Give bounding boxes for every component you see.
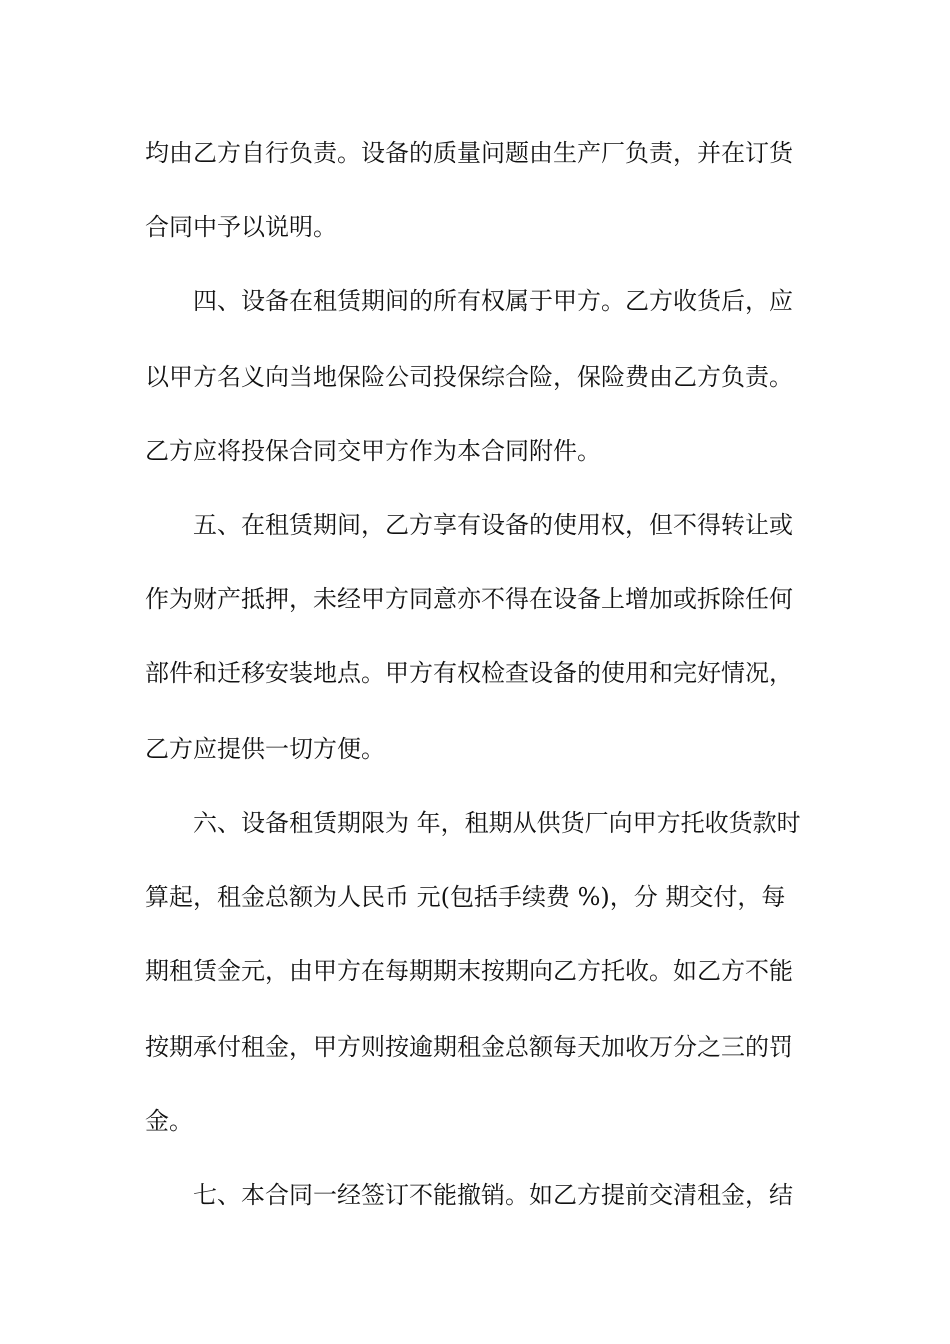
text-line: 均由乙方自行负责。设备的质量问题由生产厂负责，并在订货 [145,139,793,167]
text-line: 七、本合同一经签订不能撤销。如乙方提前交清租金，结 [145,1181,793,1209]
text-line: 六、设备租赁期限为 年，租期从供货厂向甲方托收货款时 [145,809,801,837]
text-line: 金。 [145,1107,193,1135]
text-line: 四、设备在租赁期间的所有权属于甲方。乙方收货后，应 [145,287,793,315]
text-line: 期租赁金元，由甲方在每期期末按期向乙方托收。如乙方不能 [145,957,793,985]
text-line: 作为财产抵押，未经甲方同意亦不得在设备上增加或拆除任何 [145,585,793,613]
text-line: 以甲方名义向当地保险公司投保综合险，保险费由乙方负责。 [145,363,793,391]
text-line: 算起，租金总额为人民币 元(包括手续费 %)，分 期交付，每 [145,883,786,911]
text-line: 五、在租赁期间，乙方享有设备的使用权，但不得转让或 [145,511,793,539]
text-line: 合同中予以说明。 [145,213,337,241]
text-line: 乙方应将投保合同交甲方作为本合同附件。 [145,437,601,465]
text-line: 按期承付租金，甲方则按逾期租金总额每天加收万分之三的罚 [145,1033,793,1061]
text-line: 乙方应提供一切方便。 [145,735,385,763]
text-line: 部件和迁移安装地点。甲方有权检查设备的使用和完好情况， [145,659,793,687]
